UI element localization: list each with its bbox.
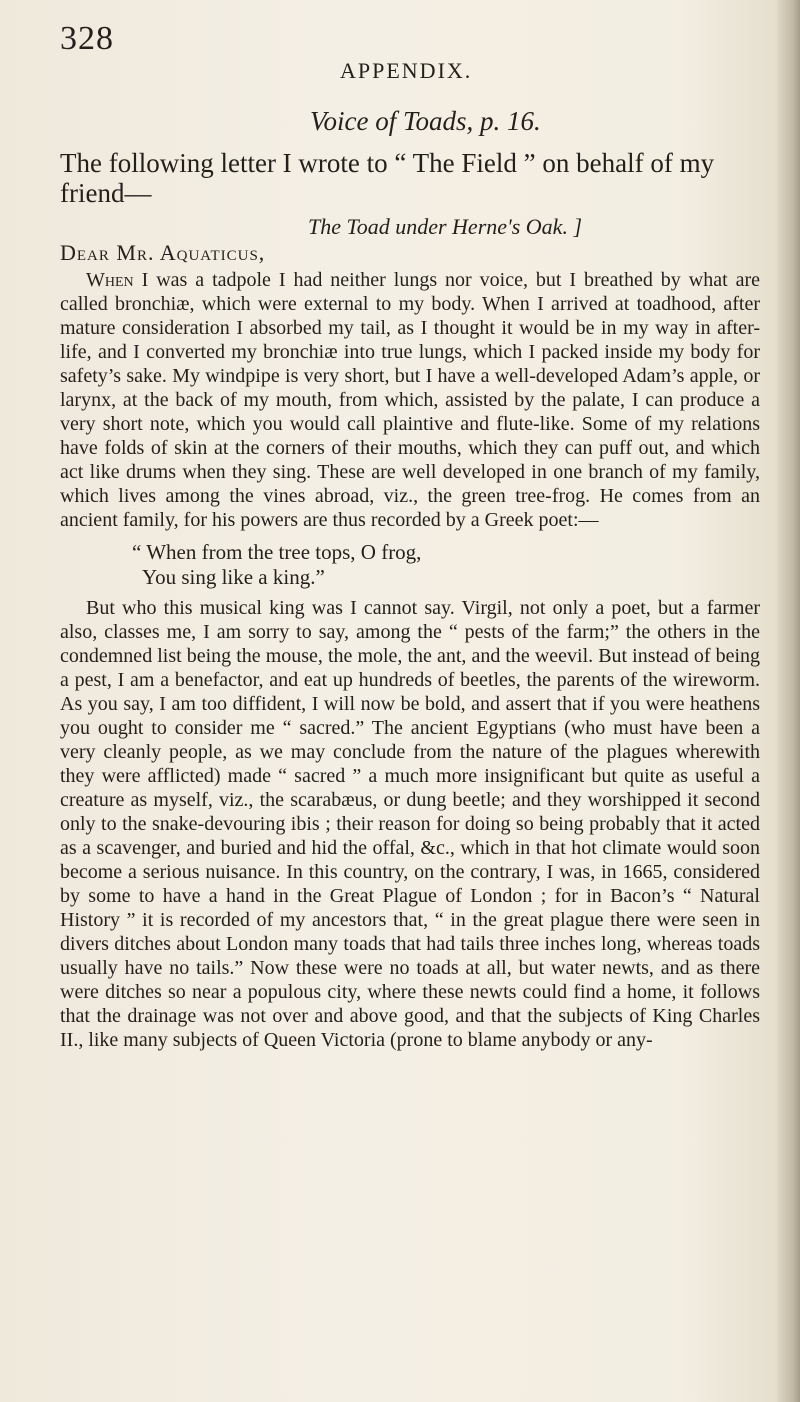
letter-body <box>60 268 760 1052</box>
letter-salutation: Dear Mr. Aquaticus, <box>60 240 266 265</box>
page-number: 328 <box>60 20 114 57</box>
letter-title: The Toad under Herne's Oak. ] <box>308 214 583 239</box>
paragraph-1 <box>60 268 760 532</box>
section-title: Voice of Toads, p. 16. <box>310 106 541 136</box>
paragraph-2: But who this musical king was I cannot say. Virgil, not only a poet, but a farmer also, classes me, I am sorry to say, among the “ pests of the farm;” the others in the condemned list being the mouse, the mole, the ant, and the weevil. But instead of being a pest, I am a benefactor, and eat up hundreds of beetles, the parents of the wireworm. As you say, I am too diffident, I will now be bold, and assert that if you were heathens you ought to consider me “ sacred.” The ancient Egyptians (who must have been a very cleanly people, as we may conclude from the nature of the plagues wherewith they were afflicted) made “ sacred ” a much more insignificant but quite as useful a creature as myself, viz., the scarabæus, or dung beetle; and they worshipped it second only to the snake-devouring ibis ; their reason for doing so being probably that it acted as a scavenger, and buried and hid the offal, &c., which in that hot climate would soon become a serious nuisance. In this country, on the contrary, I was, in 1665, considered by some to have a hand in the Great Plague of London ; for in Bacon’s “ Natural History ” it is recorded of my ancestors that, “ in the great plague there were seen in divers ditches about London many toads that had tails three inches long, whereas toads usually have no tails.” Now these were no toads at all, but water newts, and as there were ditches so near a populous city, where these newts could find a home, it follows that the drainage was not over and above good, and that the subjects of King Charles II., like many subjects of Queen Victoria (prone to blame anybody or any- <box>60 597 760 1051</box>
intro-paragraph: The following letter I wrote to “ The Field ” on behalf of my friend— <box>60 148 715 208</box>
paragraph-1-lead: When <box>86 269 134 291</box>
running-head: APPENDIX. <box>340 58 473 83</box>
verse-line-2: You sing like a king.” <box>142 565 325 589</box>
page-edge-shadow <box>774 0 800 1402</box>
verse-quote <box>60 540 760 590</box>
verse-line-1: “ When from the tree tops, O frog, <box>132 540 422 564</box>
paragraph-1-text: I was a tadpole I had neither lungs nor voice, but I breathed by what are called bronchiæ, which were external to my body. When I arrived at toadhood, after mature consideration I absorbed my tail, as I thought it would be in my way in after-life, and I converted my bronchiæ into true lungs, which I packed inside my body for safety’s sake. My windpipe is very short, but I have a well-developed Adam’s apple, or larynx, at the back of my mouth, from which, assisted by the palate, I can produce a very short note, which you would call plaintive and flute-like. Some of my relations have folds of skin at the corners of their mouths, which they can puff out, and which act like drums when they sing. These are well developed in one branch of my family, which lives among the vines abroad, viz., the green tree-frog. He comes from an ancient family, for his powers are thus recorded by a Greek poet:— <box>60 269 760 531</box>
